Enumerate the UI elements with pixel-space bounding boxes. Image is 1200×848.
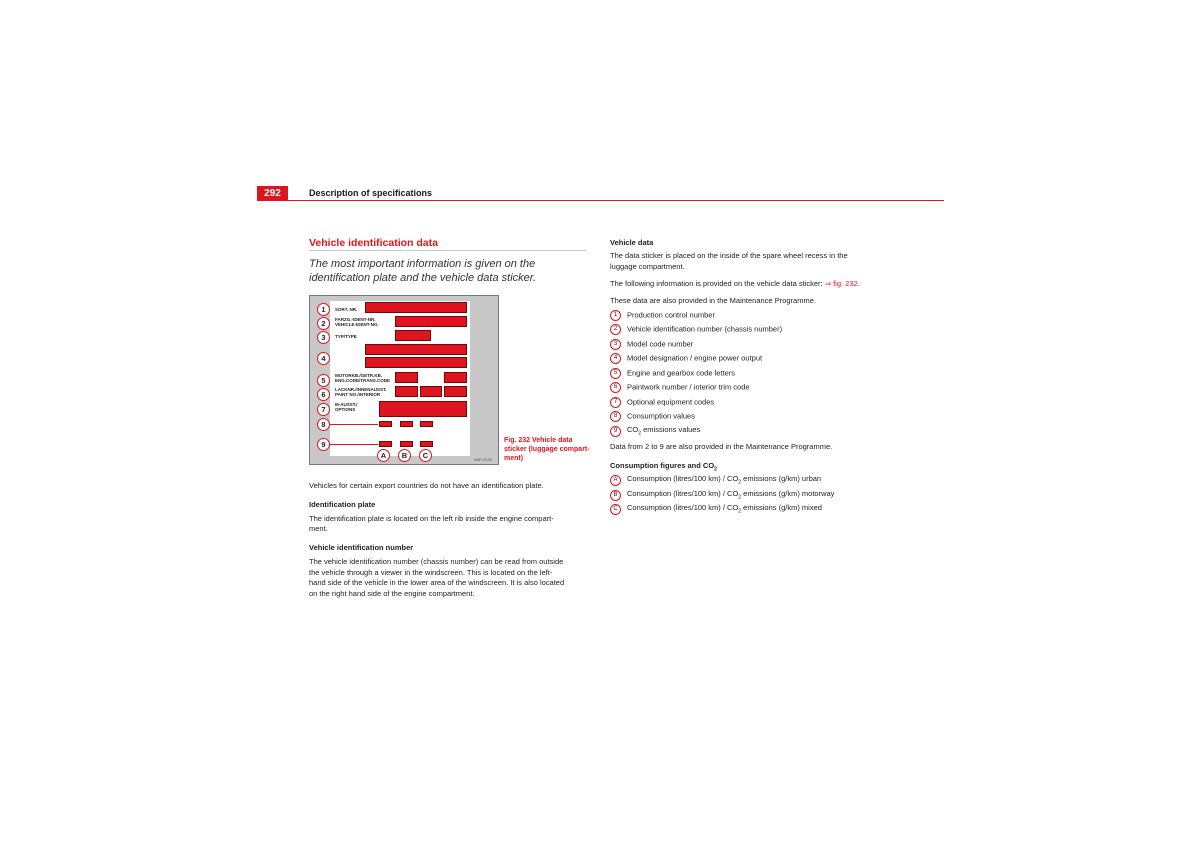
vehicle-data-line-1: The data sticker is placed on the inside of the spare wheel recess in the bbox=[610, 251, 848, 260]
field-4a bbox=[365, 344, 467, 355]
list-item-text: Vehicle identification number (chassis number) bbox=[627, 324, 783, 334]
list-item-text: Consumption values bbox=[627, 411, 695, 421]
running-header-title: Description of specifications bbox=[309, 188, 433, 198]
field-6c bbox=[444, 386, 467, 397]
field-8c bbox=[420, 421, 433, 427]
list-item-text: Production control number bbox=[627, 310, 715, 320]
label-motorkb: MOTORKB./GETR.KB. bbox=[335, 373, 383, 378]
list-item-text: Optional equipment codes bbox=[627, 397, 715, 407]
marker-8: 8 bbox=[317, 418, 330, 431]
field-2 bbox=[395, 316, 467, 327]
vin-heading: Vehicle identification number bbox=[309, 543, 414, 552]
marker-circle: 1 bbox=[610, 310, 621, 321]
field-9a bbox=[379, 441, 392, 447]
marker-3: 3 bbox=[317, 331, 330, 344]
vin-line-4: on the right hand side of the engine compartment. bbox=[309, 589, 475, 598]
following-end: . bbox=[857, 279, 860, 288]
marker-5: 5 bbox=[317, 374, 330, 387]
marker-circle: 5 bbox=[610, 368, 621, 379]
marker-a: A bbox=[377, 449, 390, 462]
marker-circle: A bbox=[610, 475, 621, 486]
section-rule bbox=[309, 250, 586, 251]
label-paint-no: PAINT NO./INTERIOR bbox=[335, 392, 381, 397]
marker-6: 6 bbox=[317, 388, 330, 401]
label-fzg-ident: FARZG.-IDENT-NR. bbox=[335, 317, 376, 322]
field-6b bbox=[420, 386, 442, 397]
list-item bbox=[610, 382, 750, 393]
label-typ-type: TYP/TYPE bbox=[335, 334, 357, 339]
label-m-ausst: M-AUSST./ bbox=[335, 402, 358, 407]
list-item bbox=[610, 310, 715, 321]
field-1 bbox=[365, 302, 467, 313]
list-item-text: $CO_2$ emissions values bbox=[627, 425, 701, 437]
list-item-text: Paintwork number / interior trim code bbox=[627, 382, 750, 392]
field-5a bbox=[395, 372, 418, 383]
list-item-text: Model code number bbox=[627, 339, 694, 349]
field-8a bbox=[379, 421, 392, 427]
label-eng-code: ENG.CODE/TRANS.CODE bbox=[335, 378, 391, 383]
field-7 bbox=[379, 401, 467, 417]
list-item-text: Model designation / engine power output bbox=[627, 353, 763, 363]
export-note: Vehicles for certain export countries do not have an identification plate. bbox=[309, 481, 544, 490]
list-item-text: Engine and gearbox code letters bbox=[627, 368, 735, 378]
marker-circle: 4 bbox=[610, 353, 621, 364]
marker-7: 7 bbox=[317, 403, 330, 416]
list-item-text: Consumption (litres/100 $km) / CO_2$ emissions (g/km) mixed bbox=[627, 503, 822, 515]
page-number: 292 bbox=[257, 186, 288, 201]
marker-circle: 6 bbox=[610, 382, 621, 393]
header-rule bbox=[257, 200, 944, 201]
leader-line-9 bbox=[330, 444, 378, 445]
marker-1: 1 bbox=[317, 303, 330, 316]
intro-text: The most important information is given on the identification plate and the vehicle data sticker. bbox=[309, 258, 537, 284]
list-item bbox=[610, 324, 782, 335]
id-plate-heading: Identification plate bbox=[309, 500, 376, 509]
leader-line-8 bbox=[330, 424, 378, 425]
marker-2: 2 bbox=[317, 317, 330, 330]
marker-4: 4 bbox=[317, 352, 330, 365]
consumption-heading: Consumption figures and $CO_2$ bbox=[610, 461, 717, 473]
marker-b: B bbox=[398, 449, 411, 462]
maintenance-text: These data are also provided in the Maintenance Programme. bbox=[610, 296, 816, 305]
following-text: The following information is provided on the vehicle data sticker: bbox=[610, 279, 825, 288]
marker-circle: 9 bbox=[610, 426, 621, 437]
list-item-text: Consumption (litres/100 $km) / CO_2$ emissions (g/km) motorway bbox=[627, 489, 835, 501]
list-item bbox=[610, 353, 762, 364]
marker-circle: B bbox=[610, 490, 621, 501]
label-sort-nr: SORT. NR. bbox=[335, 307, 358, 312]
data-from-note: Data from 2 to 9 are also provided in the Maintenance Programme. bbox=[610, 442, 833, 451]
field-6a bbox=[395, 386, 418, 397]
vehicle-data-heading: Vehicle data bbox=[610, 238, 654, 247]
list-item bbox=[610, 368, 735, 379]
label-options: OPTIONS bbox=[335, 407, 356, 412]
list-item bbox=[610, 489, 834, 503]
marker-c: C bbox=[419, 449, 432, 462]
marker-9: 9 bbox=[317, 438, 330, 451]
fig-232-link[interactable]: ⇒ fig. 232 bbox=[824, 279, 858, 288]
vin-line-2: the vehicle through a viewer in the windscreen. This is located on the left- bbox=[309, 568, 553, 577]
marker-circle: 2 bbox=[610, 324, 621, 335]
vin-line-3: hand side of the vehicle in the lower area of the windscreen. It is also located bbox=[309, 578, 565, 587]
vehicle-data-line-2: luggage compartment. bbox=[610, 262, 685, 271]
label-vehicle-ident: VEHICLE-IDENT-NO. bbox=[335, 322, 379, 327]
field-3 bbox=[395, 330, 431, 341]
vehicle-data-sticker-figure bbox=[309, 295, 499, 465]
vin-line-1: The vehicle identification number (chassis number) can be read from outside bbox=[309, 557, 564, 566]
field-5b bbox=[444, 372, 467, 383]
marker-circle: 7 bbox=[610, 397, 621, 408]
marker-circle: C bbox=[610, 504, 621, 515]
figure-caption: Fig. 232 Vehicle data sticker (luggage compart-ment) bbox=[504, 437, 590, 462]
field-8b bbox=[400, 421, 413, 427]
list-item bbox=[610, 503, 822, 517]
list-item bbox=[610, 411, 695, 422]
list-item-text: Consumption (litres/100 $km) / CO_2$ emissions (g/km) urban bbox=[627, 474, 822, 486]
field-9c bbox=[420, 441, 433, 447]
section-title: Vehicle identification data bbox=[309, 237, 438, 249]
field-4b bbox=[365, 357, 467, 368]
marker-circle: 3 bbox=[610, 339, 621, 350]
id-plate-text-2: ment. bbox=[309, 524, 328, 533]
list-item bbox=[610, 397, 714, 408]
label-lacknr: LACKNR./INNENAUSST. bbox=[335, 387, 387, 392]
following-info bbox=[610, 279, 860, 290]
figure-code: B5P-0335 bbox=[474, 457, 492, 462]
id-plate-text-1: The identification plate is located on the left rib inside the engine compart- bbox=[309, 514, 554, 523]
list-item bbox=[610, 425, 700, 439]
marker-circle: 8 bbox=[610, 411, 621, 422]
field-9b bbox=[400, 441, 413, 447]
list-item bbox=[610, 339, 693, 350]
list-item bbox=[610, 474, 821, 488]
